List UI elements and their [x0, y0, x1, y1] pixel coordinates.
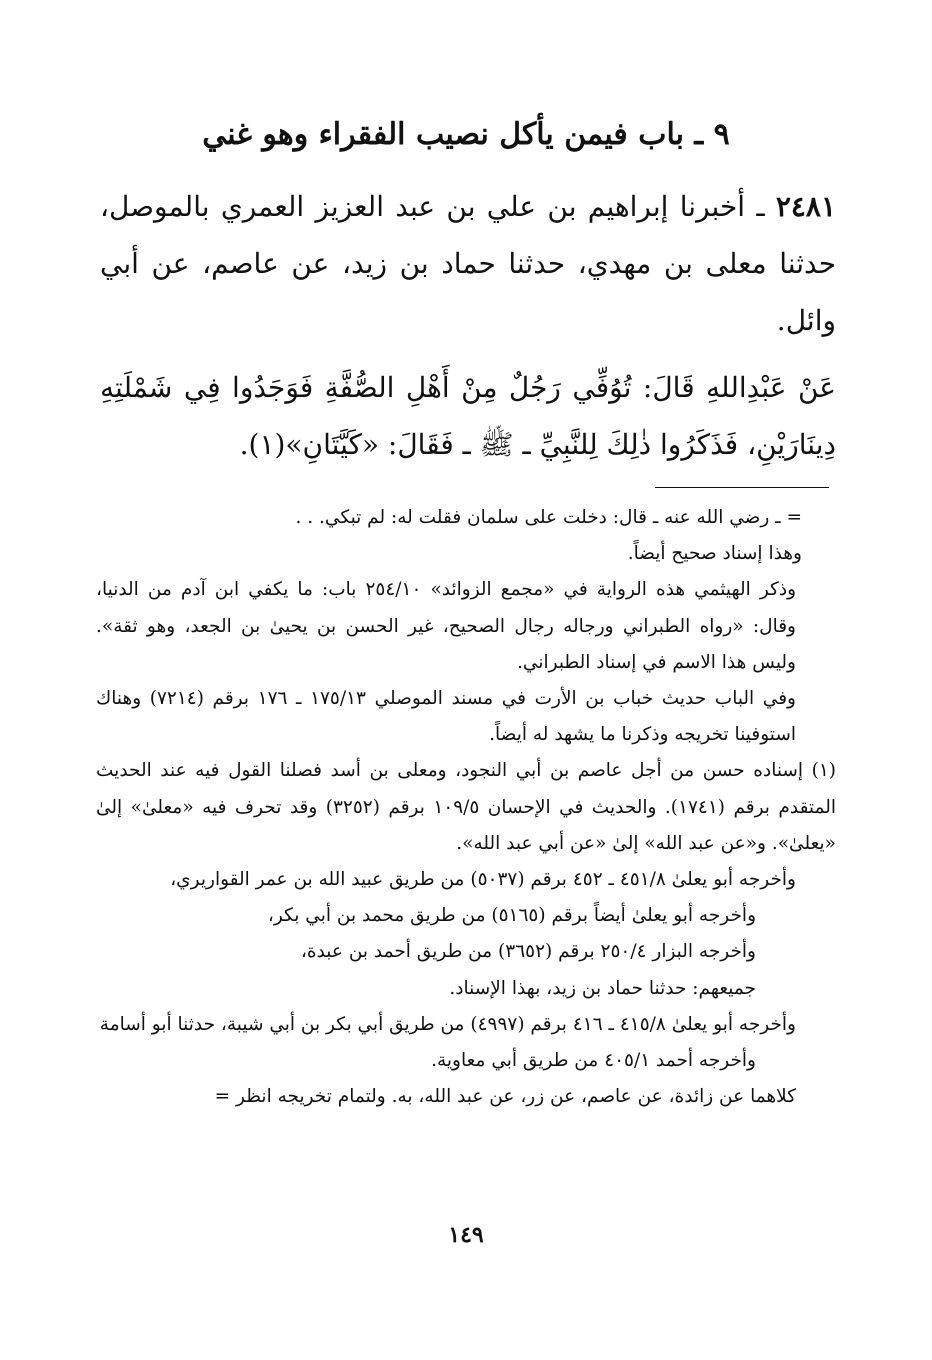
hadith-block [100, 178, 836, 473]
footnote-line: وأخرجه أبو يعلىٰ أيضاً برقم (٥١٦٥) من طريق محمد بن أبي بكر، [267, 905, 756, 927]
footnotes [96, 500, 836, 1115]
footnote-line: وأخرجه أحمد ٤٠٥/١ من طريق أبي معاوية. [431, 1050, 756, 1072]
footnote-divider [655, 487, 829, 488]
footnote-line: وأخرجه البزار ٢٥٠/٤ برقم (٣٦٥٢) من طريق أحمد بن عبدة، [300, 941, 756, 963]
footnote-line: وأخرجه أبو يعلىٰ ٤٥١/٨ ـ ٤٥٢ برقم (٥٠٣٧) من طريق عبيد الله بن عمر القواريري، [170, 869, 796, 891]
footnote-line: (١) إسناده حسن من أجل عاصم بن أبي النجود، ومعلى بن أسد فصلنا القول فيه عند الحديث المتقدم برقم (١٧٤١). والحديث في الإحسان ١٠٩/٥ برقم (٣٢٥٢) وقد تحرف فيه «معلىٰ» إلىٰ «يعلىٰ». و«عن عبد الله» إلىٰ «عن أبي عبد الله». [96, 760, 836, 854]
footnote-line: وهذا إسناد صحيح أيضاً. [627, 543, 802, 565]
footnote-line: = ـ رضي الله عنه ـ قال: دخلت على سلمان فقلت له: لم تبكي. . . [295, 507, 802, 528]
hadith-chain-text: ـ أخبرنا إبراهيم بن علي بن عبد العزيز العمري بالموصل، حدثنا معلى بن مهدي، حدثنا حماد بن زيد، عن عاصم، عن أبي وائل. [100, 190, 836, 337]
chapter-title: ٩ ـ باب فيمن يأكل نصيب الفقراء وهو غني [202, 117, 730, 152]
hadith-chain [100, 178, 836, 349]
footnote-line: كلاهما عن زائدة، عن عاصم، عن زر، عن عبد الله، به. ولتمام تخريجه انظر = [214, 1086, 796, 1108]
hadith-text: عَنْ عَبْدِاللهِ قَالَ: تُوُفِّي رَجُلٌ مِنْ أَهْلِ الصُّفَّةِ فَوَجَدُوا فِي شَمْلَتِهِ دِينَارَيْنِ، فَذَكَرُوا ذٰلِكَ لِلنَّبِيِّ ـ ﷺ ـ فَقَالَ: «كَيَّتَانِ»(١). [100, 371, 836, 461]
page-number: ١٤٩ [448, 1222, 484, 1248]
footnote-line: وفي الباب حديث خباب بن الأرت في مسند الموصلي ١٧٥/١٣ ـ ١٧٦ برقم (٧٢١٤) وهناك استوفينا تخريجه وذكرنا ما يشهد له أيضاً. [96, 688, 796, 746]
footnote-line: وأخرجه أبو يعلىٰ ٤١٥/٨ ـ ٤١٦ برقم (٤٩٩٧) من طريق أبي بكر بن أبي شيبة، حدثنا أبو أسامة [99, 1013, 796, 1035]
footnote-line: وذكر الهيثمي هذه الرواية في «مجمع الزوائد» ٢٥٤/١٠ باب: ما يكفي ابن آدم من الدنيا، وقال: «رواه الطبراني ورجاله رجال الصحيح، غير الحسن بن يحيىٰ بن الجعد، وهو ثقة». وليس هذا الاسم في إسناد الطبراني. [96, 579, 797, 673]
hadith-number: ٢٤٨١ [775, 190, 836, 223]
footnote-line: جميعهم: حدثنا حماد بن زيد، بهذا الإسناد. [449, 977, 756, 999]
